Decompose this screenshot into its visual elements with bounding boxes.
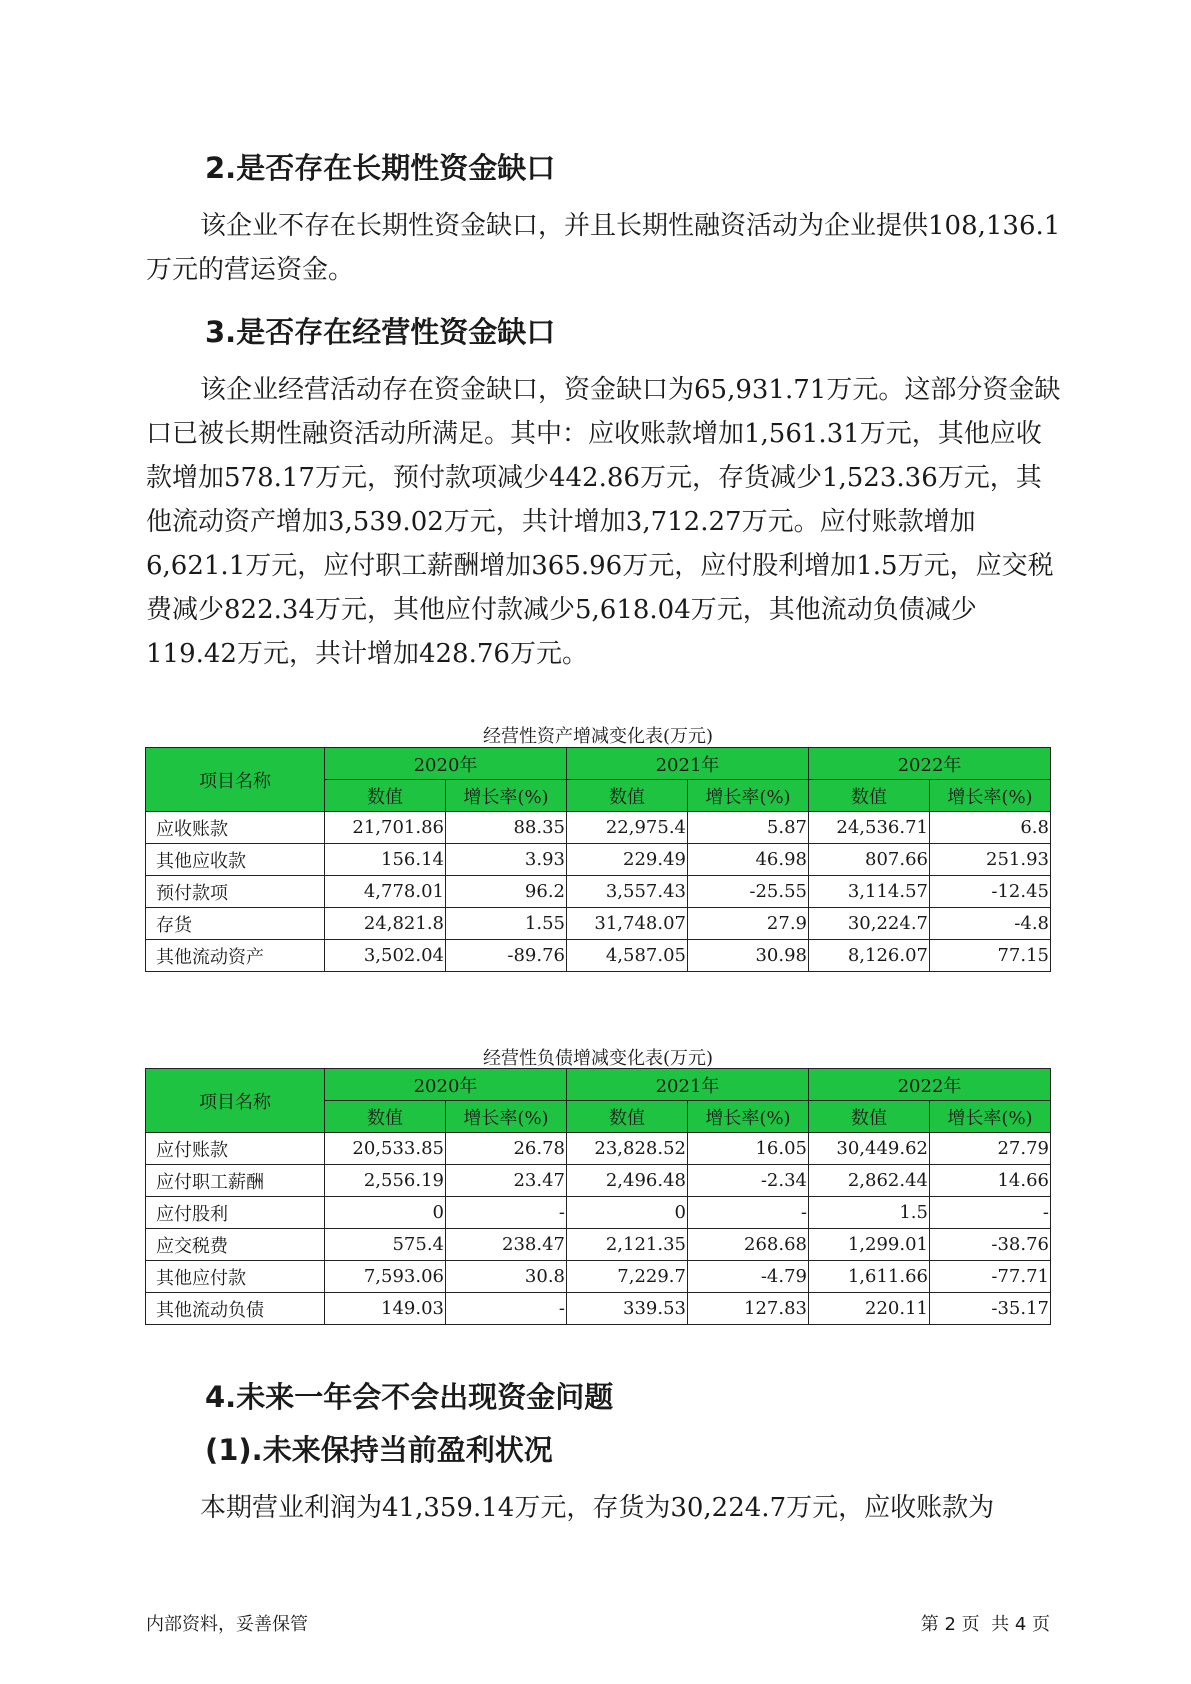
liability-change-table (145, 1068, 1051, 1325)
value-cell: 156.14 (325, 844, 446, 876)
growth-rate-cell: -77.71 (930, 1261, 1051, 1293)
table-header-row (146, 1069, 1051, 1101)
value-cell: 1.5 (809, 1197, 930, 1229)
growth-rate-cell: 16.05 (688, 1133, 809, 1165)
value-cell: 2,496.48 (567, 1165, 688, 1197)
growth-rate-cell: 1.55 (446, 908, 567, 940)
value-cell: 1,611.66 (809, 1261, 930, 1293)
value-cell: 3,114.57 (809, 876, 930, 908)
rate-header: 增长率(%) (930, 780, 1051, 812)
liability-table-body (146, 1133, 1051, 1325)
rate-header: 增长率(%) (446, 780, 567, 812)
value-cell: 149.03 (325, 1293, 446, 1325)
value-cell: 807.66 (809, 844, 930, 876)
growth-rate-cell: 238.47 (446, 1229, 567, 1261)
row-label: 其他应付款 (146, 1261, 325, 1293)
table-row (146, 1197, 1051, 1229)
value-cell: 8,126.07 (809, 940, 930, 972)
section-4-heading: 4.未来一年会不会出现资金问题 (205, 1380, 614, 1414)
footer-page-number: 第 2 页 共 4 页 (920, 1614, 1050, 1635)
row-label: 其他应收款 (146, 844, 325, 876)
value-cell: 575.4 (325, 1229, 446, 1261)
table-row (146, 1293, 1051, 1325)
value-cell: 4,587.05 (567, 940, 688, 972)
value-cell: 7,593.06 (325, 1261, 446, 1293)
year-header: 2021年 (567, 1069, 809, 1101)
table-row (146, 940, 1051, 972)
growth-rate-cell: 268.68 (688, 1229, 809, 1261)
table-header-row (146, 748, 1051, 780)
section-3-heading: 3.是否存在经营性资金缺口 (205, 315, 556, 349)
row-label: 应付账款 (146, 1133, 325, 1165)
section-2-heading: 2.是否存在长期性资金缺口 (205, 151, 556, 185)
year-header: 2020年 (325, 748, 567, 780)
table-row (146, 908, 1051, 940)
table-row (146, 1261, 1051, 1293)
growth-rate-cell: -38.76 (930, 1229, 1051, 1261)
value-header: 数值 (567, 1101, 688, 1133)
value-cell: 24,821.8 (325, 908, 446, 940)
value-cell: 0 (567, 1197, 688, 1229)
value-cell: 22,975.4 (567, 812, 688, 844)
table-row (146, 1133, 1051, 1165)
section-2-text: 该企业不存在长期性资金缺口，并且长期性融资活动为企业提供108,136.1万元的营运资金。 (146, 211, 1061, 285)
value-cell: 2,556.19 (325, 1165, 446, 1197)
row-label: 应付职工薪酬 (146, 1165, 325, 1197)
growth-rate-cell: -4.79 (688, 1261, 809, 1293)
growth-rate-cell: 77.15 (930, 940, 1051, 972)
growth-rate-cell: 6.8 (930, 812, 1051, 844)
value-cell: 24,536.71 (809, 812, 930, 844)
growth-rate-cell: 30.8 (446, 1261, 567, 1293)
year-header: 2022年 (809, 748, 1051, 780)
value-cell: 31,748.07 (567, 908, 688, 940)
row-label: 应交税费 (146, 1229, 325, 1261)
growth-rate-cell: - (930, 1197, 1051, 1229)
section-4-paragraph (146, 1486, 1066, 1530)
growth-rate-cell: 26.78 (446, 1133, 567, 1165)
growth-rate-cell: -12.45 (930, 876, 1051, 908)
value-cell: 21,701.86 (325, 812, 446, 844)
year-header: 2022年 (809, 1069, 1051, 1101)
growth-rate-cell: 127.83 (688, 1293, 809, 1325)
growth-rate-cell: 5.87 (688, 812, 809, 844)
growth-rate-cell: 251.93 (930, 844, 1051, 876)
growth-rate-cell: 88.35 (446, 812, 567, 844)
value-header: 数值 (325, 780, 446, 812)
row-label: 其他流动负债 (146, 1293, 325, 1325)
value-cell: 0 (325, 1197, 446, 1229)
row-label: 其他流动资产 (146, 940, 325, 972)
growth-rate-cell: 14.66 (930, 1165, 1051, 1197)
value-cell: 7,229.7 (567, 1261, 688, 1293)
asset-table-body (146, 812, 1051, 972)
growth-rate-cell: -35.17 (930, 1293, 1051, 1325)
table-row (146, 844, 1051, 876)
value-cell: 30,449.62 (809, 1133, 930, 1165)
growth-rate-cell: -4.8 (930, 908, 1051, 940)
growth-rate-cell: - (446, 1293, 567, 1325)
section-3-text: 该企业经营活动存在资金缺口，资金缺口为65,931.71万元。这部分资金缺口已被长期性融资活动所满足。其中：应收账款增加1,561.31万元，其他应收款增加578.17万元，预付款项减少442.86万元，存货减少1,523.36万元，其他流动资产增加3,539.02万元，共计增加3,712.27万元。应付账款增加6,621.1万元，应付职工薪酬增加365.96万元，应付股利增加1.5万元，应交税费减少822.34万元，其他应付款减少5,618.04万元，其他流动负债减少119.42万元，共计增加428.76万元。 (146, 375, 1061, 669)
value-header: 数值 (567, 780, 688, 812)
value-cell: 20,533.85 (325, 1133, 446, 1165)
item-name-header: 项目名称 (146, 1069, 325, 1133)
footer-confidential-note: 内部资料，妥善保管 (146, 1614, 308, 1635)
value-header: 数值 (809, 780, 930, 812)
growth-rate-cell: 27.9 (688, 908, 809, 940)
section-4-text: 本期营业利润为41,359.14万元，存货为30,224.7万元，应收账款为 (200, 1493, 995, 1523)
growth-rate-cell: 96.2 (446, 876, 567, 908)
value-cell: 229.49 (567, 844, 688, 876)
section-3-paragraph (146, 368, 1066, 676)
value-cell: 3,557.43 (567, 876, 688, 908)
table-row (146, 1165, 1051, 1197)
value-cell: 220.11 (809, 1293, 930, 1325)
year-header: 2020年 (325, 1069, 567, 1101)
value-cell: 1,299.01 (809, 1229, 930, 1261)
rate-header: 增长率(%) (688, 1101, 809, 1133)
value-cell: 3,502.04 (325, 940, 446, 972)
asset-table-caption: 经营性资产增减变化表(万元) (482, 726, 714, 747)
rate-header: 增长率(%) (688, 780, 809, 812)
value-cell: 2,862.44 (809, 1165, 930, 1197)
growth-rate-cell: 27.79 (930, 1133, 1051, 1165)
value-cell: 30,224.7 (809, 908, 930, 940)
value-header: 数值 (325, 1101, 446, 1133)
growth-rate-cell: 23.47 (446, 1165, 567, 1197)
growth-rate-cell: - (446, 1197, 567, 1229)
value-cell: 4,778.01 (325, 876, 446, 908)
value-cell: 339.53 (567, 1293, 688, 1325)
growth-rate-cell: 46.98 (688, 844, 809, 876)
value-header: 数值 (809, 1101, 930, 1133)
rate-header: 增长率(%) (446, 1101, 567, 1133)
row-label: 预付款项 (146, 876, 325, 908)
item-name-header: 项目名称 (146, 748, 325, 812)
growth-rate-cell: - (688, 1197, 809, 1229)
section-2-paragraph (146, 204, 1066, 292)
table-row (146, 812, 1051, 844)
value-cell: 23,828.52 (567, 1133, 688, 1165)
row-label: 应收账款 (146, 812, 325, 844)
growth-rate-cell: 3.93 (446, 844, 567, 876)
liability-table-caption: 经营性负债增减变化表(万元) (482, 1048, 714, 1069)
growth-rate-cell: -25.55 (688, 876, 809, 908)
value-cell: 2,121.35 (567, 1229, 688, 1261)
growth-rate-cell: -89.76 (446, 940, 567, 972)
table-row (146, 876, 1051, 908)
table-row (146, 1229, 1051, 1261)
growth-rate-cell: -2.34 (688, 1165, 809, 1197)
row-label: 应付股利 (146, 1197, 325, 1229)
asset-change-table (145, 747, 1051, 972)
year-header: 2021年 (567, 748, 809, 780)
section-4-subheading: (1).未来保持当前盈利状况 (205, 1433, 553, 1467)
rate-header: 增长率(%) (930, 1101, 1051, 1133)
row-label: 存货 (146, 908, 325, 940)
growth-rate-cell: 30.98 (688, 940, 809, 972)
